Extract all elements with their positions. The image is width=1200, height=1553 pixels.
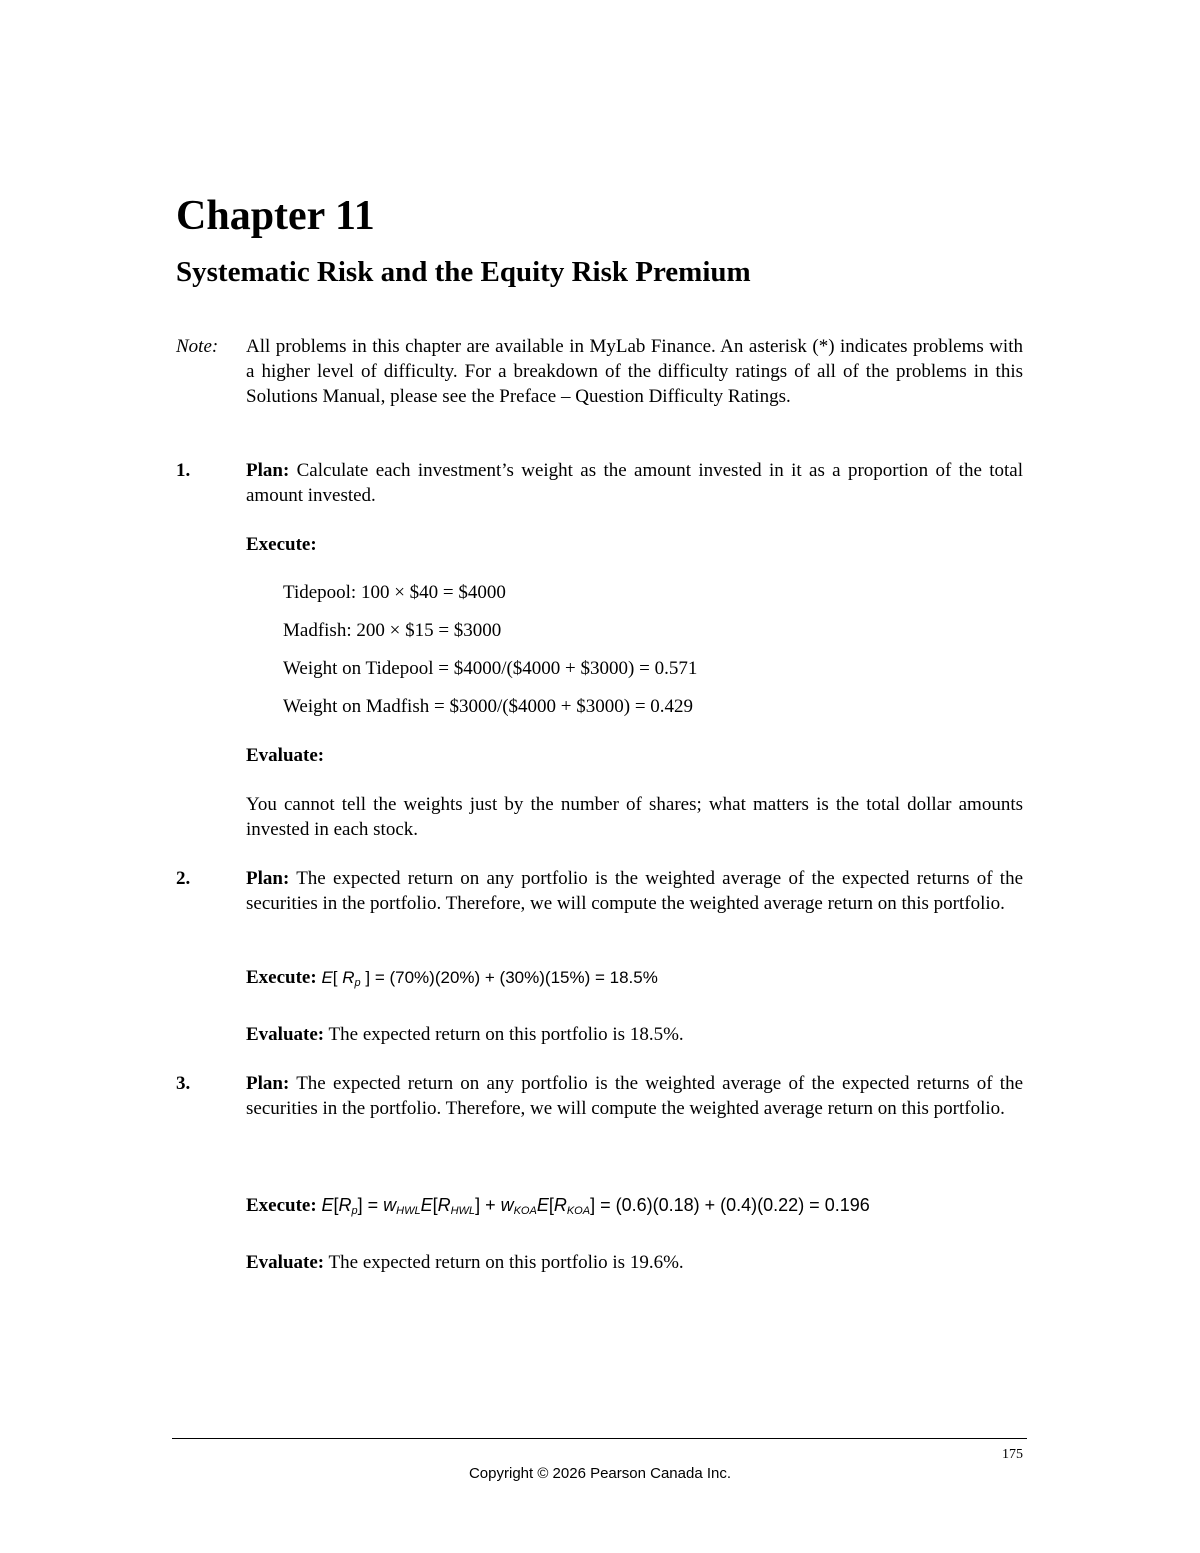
problem-1-evaluate-label: Evaluate: [246, 745, 325, 766]
page-number: 175 [1002, 1447, 1023, 1462]
calc-line: Weight on Tidepool = $4000/($4000 + $3000) = 0.571 [283, 658, 698, 679]
plan-label: Plan: [246, 868, 290, 889]
execute-label: Execute: [246, 1195, 317, 1216]
problem-2-plan [246, 866, 1023, 916]
evaluate-text: The expected return on this portfolio is 19.6%. [328, 1252, 684, 1273]
plan-text: The expected return on any portfolio is the weighted average of the expected returns of the securities in the portfolio. Therefore, we will compute the weighted average return on this portfolio. [246, 868, 1023, 914]
execute-label: Execute: [246, 967, 317, 988]
note-text: All problems in this chapter are available in MyLab Finance. An asterisk (*) indicates problems with a higher level of difficulty. For a breakdown of the difficulty ratings of all of the problems in this Solutions Manual, please see the Preface – Question Difficulty Ratings. [246, 336, 1023, 407]
note-label: Note: [176, 336, 219, 357]
problem-3-evaluate [246, 1250, 1023, 1275]
evaluate-text: The expected return on this portfolio is 18.5%. [328, 1024, 684, 1045]
copyright-notice: Copyright © 2026 Pearson Canada Inc. [468, 1465, 732, 1482]
problem-3-plan [246, 1071, 1023, 1121]
chapter-title: Chapter 11 [176, 193, 375, 239]
plan-text: Calculate each investment’s weight as the amount invested in it as a proportion of the total amount invested. [246, 460, 1023, 506]
calc-line: Madfish: 200 × $15 = $3000 [283, 620, 502, 641]
calc-line: Tidepool: 100 × $40 = $4000 [283, 582, 506, 603]
evaluate-label: Evaluate: [246, 1024, 325, 1045]
problem-1-plan [246, 458, 1023, 508]
chapter-subtitle: Systematic Risk and the Equity Risk Premium [176, 256, 751, 288]
problem-1-number: 1. [176, 460, 191, 481]
plan-label: Plan: [246, 460, 290, 481]
portfolio-return-equation: $E[R_p] = w_{HWL}E[R_{HWL}] + w_{KOA}E[R_{KOA}] = (0.6)(0.18) + (0.4)(0.22) = 0.196$ [321, 1195, 870, 1217]
expected-return-equation: E[ $R_p$ ] = (70%)(20%) + (30%)(15%) = 18.5% [321, 968, 658, 989]
problem-3-number: 3. [176, 1073, 191, 1094]
problem-1-evaluate-text: You cannot tell the weights just by the number of shares; what matters is the total dollar amounts invested in each stock. [246, 794, 1023, 840]
problem-3-execute [246, 1192, 1023, 1224]
plan-label: Plan: [246, 1073, 290, 1094]
calc-line: Weight on Madfish = $3000/($4000 + $3000) = 0.429 [283, 696, 694, 717]
problem-2-execute [246, 965, 1023, 996]
problem-2-evaluate [246, 1022, 1023, 1047]
footer-divider [172, 1438, 1027, 1439]
plan-text: The expected return on any portfolio is the weighted average of the expected returns of the securities in the portfolio. Therefore, we will compute the weighted average return on this portfolio. [246, 1073, 1023, 1119]
problem-1-execute-label: Execute: [246, 534, 317, 555]
evaluate-label: Evaluate: [246, 1252, 325, 1273]
problem-2-number: 2. [176, 868, 191, 889]
